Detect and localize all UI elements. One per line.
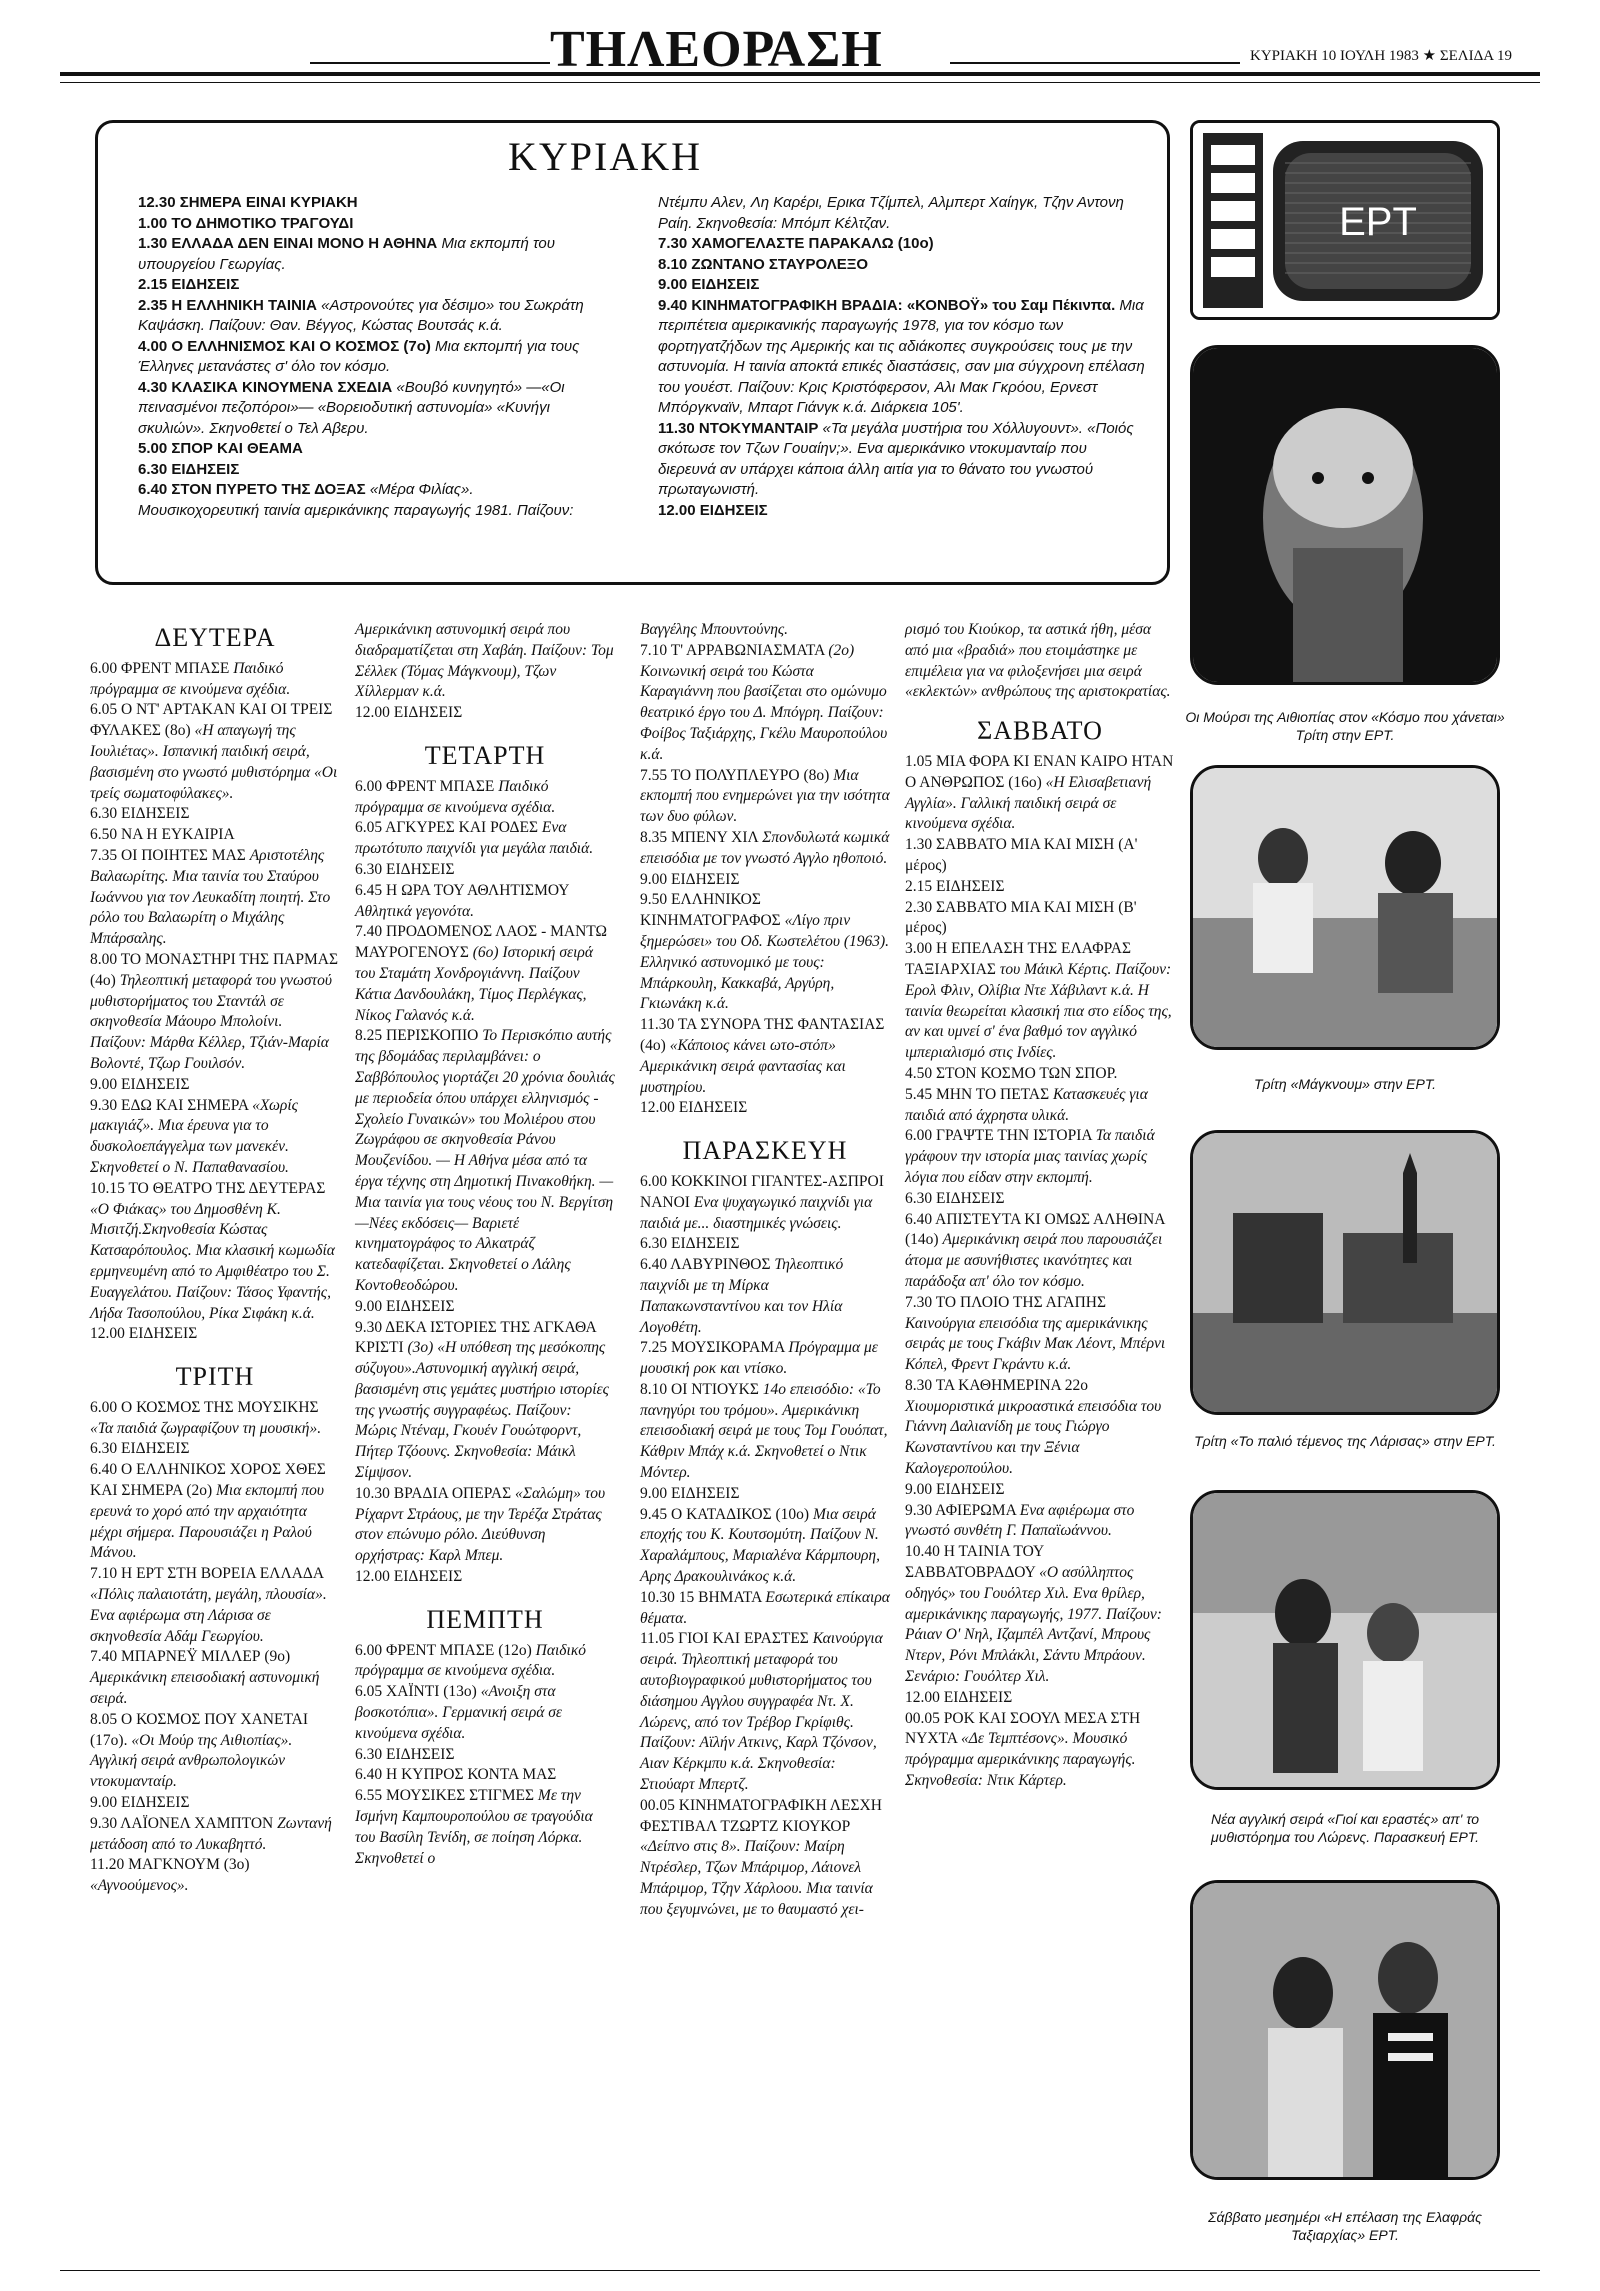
program-description: Μια εκπομπή για τους Έλληνες μετανάστες σ' όλο τον κόσμο. bbox=[138, 337, 580, 375]
program-entry bbox=[90, 659, 340, 701]
program-title: 6.00 ΓΡΑΨΤΕ ΤΗΝ ΙΣΤΟΡΙΑ bbox=[905, 1127, 1092, 1145]
program-title: 12.00 ΕΙΔΗΣΕΙΣ bbox=[905, 1688, 1013, 1706]
program-entry bbox=[355, 1641, 615, 1683]
program-entry bbox=[640, 1098, 890, 1119]
program-description: Παιδικό πρόγραμμα σε κινούμενα σχέδια. bbox=[355, 1641, 587, 1680]
program-description: «Ο ασύλληπτος οδηγός» του Γουόλτερ Χιλ. Ενα θρίλερ, αμερικάνικης παραγωγής, 1977. Παίζουν: Ράιαν Ο' Νηλ, Ιζαμπέλ Αντζανί, Μπρους Ντερν, Ρόνι Μπλάκλι, Σάντυ Μπράουν. Σενάριο: Γουόλτερ Χιλ. bbox=[905, 1564, 1162, 1686]
program-title: 7.35 ΟΙ ΠΟΙΗΤΕΣ ΜΑΣ bbox=[90, 846, 246, 864]
program-entry bbox=[90, 1324, 340, 1345]
program-description: Αμερικάνικη επεισοδιακή αστυνομική σειρά. bbox=[90, 1669, 320, 1708]
program-entry bbox=[640, 890, 890, 1015]
program-entry bbox=[640, 1172, 890, 1234]
program-title: 00.05 ΡΟΚ ΚΑΙ ΣΟΟΥΛ ΜΕΣΑ ΣΤΗ ΝΥΧΤΑ bbox=[905, 1709, 1141, 1748]
program-description: «Βουβό κυνηγητό» —«Οι πεινασμένοι πεζοπόροι»— «Βορειοδυτική αστυνομία» «Κυνήγι σκυλιών». Σκηνοθετεί ο Τελ Αβερυ. bbox=[138, 378, 565, 437]
sunday-column-right bbox=[658, 193, 1148, 521]
program-entry bbox=[658, 419, 1148, 501]
program-title: 12.00 ΕΙΔΗΣΕΙΣ bbox=[640, 1099, 748, 1117]
program-entry bbox=[90, 1096, 340, 1179]
program-title: 9.00 ΕΙΔΗΣΕΙΣ bbox=[658, 276, 760, 293]
program-description: Εσωτερικά επίκαιρα θέματα. bbox=[640, 1588, 890, 1627]
program-title: 3.00 Η ΕΠΕΛΑΣΗ ΤΗΣ ΕΛΑΦΡΑΣ ΤΑΞΙΑΡΧΙΑΣ bbox=[905, 940, 1132, 978]
day-tuesday: ΤΡΙΤΗ bbox=[175, 1362, 255, 1392]
program-entry bbox=[905, 1210, 1175, 1293]
program-title: 9.45 Ο ΚΑΤΑΔΙΚΟΣ (10ο) bbox=[640, 1505, 810, 1523]
program-description: Αμερικάνικη αστυνομική σειρά που διαδραματίζεται στη Χαβάη. Παίζουν: Τομ Σέλλεκ (Τόμας Μάγκνουμ), Τζων Χίλλερμαν κ.ά. bbox=[355, 621, 614, 701]
photo-portrait-icon bbox=[1193, 348, 1497, 682]
program-description: «Πόλις παλαιοτάτη, μεγάλη, πλουσία». Ενα αφιέρωμα στη Λάρισα σε σκηνοθεσία Αδάμ Γεωργίου. bbox=[90, 1586, 327, 1645]
program-entry bbox=[640, 620, 890, 641]
program-entry bbox=[640, 870, 890, 891]
program-entry bbox=[640, 1338, 890, 1380]
program-entry bbox=[640, 1234, 890, 1255]
column-4 bbox=[905, 620, 1175, 1792]
program-entry bbox=[138, 275, 588, 296]
program-title: 6.30 ΕΙΔΗΣΕΙΣ bbox=[138, 460, 240, 478]
program-title: 4.30 ΚΛΑΣΙΚΑ ΚΙΝΟΥΜΕΝΑ ΣΧΕΔΙΑ bbox=[138, 378, 393, 396]
program-description: Μια εκπομπή που ερευνά το χορό από την αρχαιότητα μέχρι σήμερα. Παρουσιάζει η Ραλού Μάνου. bbox=[90, 1482, 325, 1562]
program-title: 10.15 ΤΟ ΘΕΑΤΡΟ ΤΗΣ ΔΕΥΤΕΡΑΣ bbox=[90, 1179, 326, 1197]
program-title: 6.00 Ο ΚΟΣΜΟΣ ΤΗΣ ΜΟΥΣΙΚΗΣ bbox=[90, 1398, 319, 1416]
program-entry bbox=[640, 641, 890, 766]
program-entry bbox=[905, 939, 1175, 1064]
program-entry bbox=[138, 439, 588, 460]
caption-1: Οι Μούρσι της Αιθιοπίας στον «Κόσμο που χάνεται» Τρίτη στην ΕΡΤ. bbox=[1185, 709, 1505, 743]
program-title: 7.55 ΤΟ ΠΟΛΥΠΛΕΥΡΟ (8ο) bbox=[640, 766, 830, 784]
program-title: 1.00 ΤΟ ΔΗΜΟΤΙΚΟ ΤΡΑΓΟΥΔΙ bbox=[138, 214, 354, 232]
photo-sons-lovers-icon bbox=[1193, 1493, 1497, 1787]
dateline: ΚΥΡΙΑΚΗ 10 ΙΟΥΛΗ 1983 ★ ΣΕΛΙΔΑ 19 bbox=[1250, 48, 1513, 64]
program-entry bbox=[905, 752, 1175, 835]
ert-tv-logo bbox=[1190, 120, 1500, 320]
program-title: 9.40 ΚΙΝΗΜΑΤΟΓΡΑΦΙΚΗ ΒΡΑΔΙΑ: «ΚΟΝΒΟΫ» του Σαμ Πέκινπα. bbox=[658, 296, 1116, 314]
program-description: Ενα αφιέρωμα στο γνωστό συνθέτη Γ. Παπαϊωάννου. bbox=[905, 1501, 1135, 1540]
program-description: Το Περισκόπιο αυτής της βδομάδας περιλαμβάνει: ο Σαββόπουλος γιορτάζει 20 χρόνια δουλιάς με περιοδεία όπου υπάρχει ελληνισμός - Σχολείο Γυναικών» του Μολιέρου στου Ζωγράφου σε σκηνοθεσία Ράνου Μουζενίδου. — Η Αθήνα μέσα από τα έργα τέχνης στη Δημοτική Πινακοθήκη. — Μια ταινία για τους νέους του Ν. Βεργίτση —Νέες εκδόσεις— Βαριετέ κινηματογράφος το Αλκατράζ κατεδαφίζεται. Σκηνοθετεί ο Λάλης Κοντοθεοδώρου. bbox=[355, 1027, 615, 1294]
program-entry bbox=[355, 1318, 615, 1484]
program-description: «Δείπνο στις 8». Παίζουν: Μαίρη Ντρέσλερ, Τζων Μπάριμορ, Λάιονελ Μπάριμορ, Τζην Χάρλοου. Μια ταινία που ξεγυμνώνει, με το θαυμαστό χει- bbox=[640, 1838, 873, 1918]
program-description: «Χωρίς μακιγιάζ». Μια έρευνα για το δυσκολοεπάγγελμα των μανεκέν. Σκηνοθετεί ο Ν. Παπαθανασίου. bbox=[90, 1096, 298, 1176]
program-title: 9.30 ΛΑΪΟΝΕΛ ΧΑΜΠΤΟΝ bbox=[90, 1814, 274, 1832]
program-title: 8.10 ΖΩΝΤΑΝΟ ΣΤΑΥΡΟΛΕΞΟ bbox=[658, 255, 869, 273]
program-entry bbox=[355, 1567, 615, 1588]
program-title: 8.05 Ο ΚΟΣΜΟΣ ΠΟΥ ΧΑΝΕΤΑΙ (17ο). bbox=[90, 1710, 309, 1749]
program-title: 10.40 Η ΤΑΙΝΙΑ ΤΟΥ ΣΑΒΒΑΤΟΒΡΑΔΟΥ bbox=[905, 1543, 1044, 1582]
program-entry bbox=[905, 1709, 1175, 1792]
program-description: Καινούργια επεισόδια της αμερικάνικης σειράς με τους Γκάβιν Μακ Λέοντ, Μπέρνι Κόπελ, Φρεντ Γκράντυ κ.ά. bbox=[905, 1314, 1166, 1374]
program-title: 6.30 ΕΙΔΗΣΕΙΣ bbox=[640, 1235, 740, 1253]
program-entry bbox=[905, 835, 1175, 877]
program-entry bbox=[355, 1026, 615, 1296]
program-title: 8.10 ΟΙ ΝΤΙΟΥΚΣ bbox=[640, 1380, 759, 1398]
footer-rule bbox=[60, 2270, 1540, 2271]
program-title: 9.30 ΕΔΩ ΚΑΙ ΣΗΜΕΡΑ bbox=[90, 1096, 249, 1114]
program-entry bbox=[658, 193, 1148, 234]
program-entry bbox=[640, 1484, 890, 1505]
program-title: 6.00 ΦΡΕΝΤ ΜΠΑΣΕ bbox=[355, 777, 495, 795]
caption-4: Νέα αγγλική σειρά «Γιοί και εραστές» απ' το μυθιστόρημα του Λώρενς. Παρασκευή ΕΡΤ. bbox=[1210, 1811, 1480, 1845]
program-entry bbox=[658, 275, 1148, 296]
program-description: «Τα παιδιά ζωγραφίζουν τη μουσική». bbox=[90, 1419, 322, 1437]
program-entry bbox=[90, 1855, 340, 1897]
program-entry bbox=[658, 501, 1148, 522]
program-title: 6.00 ΚΟΚΚΙΝΟΙ ΓΙΓΑΝΤΕΣ-ΑΣΠΡΟΙ ΝΑΝΟΙ bbox=[640, 1172, 884, 1211]
program-title: 9.00 ΕΙΔΗΣΕΙΣ bbox=[90, 1075, 190, 1093]
program-entry bbox=[640, 766, 890, 828]
program-description: Κατασκευές για παιδιά από άχρηστα υλικά. bbox=[905, 1085, 1148, 1124]
photo-frame-1 bbox=[1190, 345, 1500, 685]
program-description: Μια σειρά εποχής του Κ. Κουτσομύτη. Παίζουν Ν. Χαραλάμπους, Μαριαλένα Κάρμπουρη, Αρης Δρακουλινάκος κ.ά. bbox=[640, 1505, 881, 1586]
program-description: (6ο) Ιστορική σειρά του Σταμάτη Χονδρογιάννη. Παίζουν Κάτια Δανδουλάκη, Τίμος Περλέγκας, Νίκος Γαλανός κ.ά. bbox=[355, 944, 593, 1024]
program-description: Βαγγέλης Μπουντούνης. bbox=[640, 621, 789, 638]
program-entry bbox=[90, 825, 340, 846]
program-entry bbox=[355, 881, 615, 923]
program-title: 9.50 ΕΛΛΗΝΙΚΟΣ ΚΙΝΗΜΑΤΟΓΡΑΦΟΣ bbox=[640, 891, 781, 930]
program-description: «Ανοιξη στα βοσκοτόπια». Γερμανική σειρά σε κινούμενα σχέδια. bbox=[355, 1683, 563, 1742]
program-title: 6.30 ΕΙΔΗΣΕΙΣ bbox=[905, 1189, 1005, 1207]
program-title: 7.25 ΜΟΥΣΙΚΟΡΑΜΑ bbox=[640, 1339, 785, 1357]
sunday-column-left bbox=[138, 193, 588, 521]
caption-5: Σάββατο μεσημέρι «Η επέλαση της Ελαφράς Ταξιαρχίας» ΕΡΤ. bbox=[1208, 2209, 1482, 2243]
program-title: 6.30 ΕΙΔΗΣΕΙΣ bbox=[355, 1745, 455, 1763]
program-description: ρισμό του Κιούκορ, τα αστικά ήθη, μέσα από μια «βραδιά» που ετοιμάστηκε με επιμέλεια για να φιλοξενήσει μια σειρά «εκλεκτών» ανθρώπους της αριστοκρατίας. bbox=[905, 621, 1171, 701]
program-entry bbox=[138, 214, 588, 235]
program-entry bbox=[90, 1647, 340, 1709]
program-description: Πρόγραμμα με μουσική ροκ και ντίσκο. bbox=[640, 1339, 878, 1378]
program-entry bbox=[905, 1501, 1175, 1543]
program-entry bbox=[905, 1189, 1175, 1210]
program-description: «Κάποιος κάνει ωτο-στόπ» Αμερικάνικη σειρά φαντασίας και μυστηρίου. bbox=[640, 1036, 846, 1096]
column-3 bbox=[640, 620, 890, 1921]
program-entry bbox=[905, 1126, 1175, 1188]
program-title: 6.05 Ο ΝΤ' ΑΡΤΑΚΑΝ ΚΑΙ ΟΙ ΤΡΕΙΣ ΦΥΛΑΚΕΣ (8ο) bbox=[90, 701, 333, 740]
program-entry bbox=[90, 1710, 340, 1793]
program-description: Παιδικό πρόγραμμα σε κινούμενα σχέδια. bbox=[355, 777, 556, 816]
program-entry bbox=[905, 1542, 1175, 1688]
program-title: 2.35 Η ΕΛΛΗΝΙΚΗ ΤΑΙΝΙΑ bbox=[138, 296, 317, 314]
program-title: 11.30 ΤΑ ΣΥΝΟΡΑ ΤΗΣ ΦΑΝΤΑΣΙΑΣ (4ο) bbox=[640, 1016, 885, 1054]
program-title: 9.00 ΕΙΔΗΣΕΙΣ bbox=[640, 870, 740, 888]
program-entry bbox=[355, 1682, 615, 1744]
program-description: Τα παιδιά γράφουν την ιστορία μιας ταινίας χωρίς λόγια που είδαν στην εκπομπή. bbox=[905, 1127, 1155, 1186]
program-title: 6.30 ΕΙΔΗΣΕΙΣ bbox=[355, 860, 455, 878]
program-entry bbox=[905, 1293, 1175, 1376]
program-entry bbox=[355, 922, 615, 1026]
program-entry bbox=[138, 480, 588, 521]
program-title: 12.00 ΕΙΔΗΣΕΙΣ bbox=[658, 501, 768, 519]
program-title: 8.30 ΤΑ ΚΑΘΗΜΕΡΙΝΑ 22ο bbox=[905, 1376, 1088, 1394]
program-title: 12.30 ΣΗΜΕΡΑ ΕΙΝΑΙ ΚΥΡΙΑΚΗ bbox=[138, 194, 358, 211]
program-title: 6.40 Η ΚΥΠΡΟΣ ΚΟΝΤΑ ΜΑΣ bbox=[355, 1766, 557, 1784]
program-description: Χιουμοριστικά μικροαστικά επεισόδια του Γιάννη Δαλιανίδη με τους Γιώργο Κωνσταντίνου και την Ξένια Καλογεροπούλου. bbox=[905, 1397, 1162, 1478]
program-description: «Η Ελισαβετιανή Αγγλία». Γαλλική παιδική σειρά σε κινούμενα σχέδια. bbox=[905, 773, 1152, 833]
photo-magnum-icon bbox=[1193, 768, 1497, 1047]
photo-mosque-icon bbox=[1193, 1133, 1497, 1412]
program-title: 2.15 ΕΙΔΗΣΕΙΣ bbox=[905, 877, 1005, 895]
caption-2: Τρίτη «Μάγκνουμ» στην ΕΡΤ. bbox=[1253, 1076, 1437, 1092]
photo-light-brigade-icon bbox=[1193, 1883, 1497, 2177]
program-title: 11.20 ΜΑΓΚΝΟΥΜ (3ο) bbox=[90, 1856, 250, 1874]
program-description: Μια εκπομπή που ενημερώνει για την ισότητα των δυο φύλων. bbox=[640, 766, 890, 826]
program-entry bbox=[640, 1380, 890, 1484]
program-title: 6.40 ΣΤΟΝ ΠΥΡΕΤΟ ΤΗΣ ΔΟΞΑΣ bbox=[138, 481, 366, 498]
program-title: 12.00 ΕΙΔΗΣΕΙΣ bbox=[90, 1325, 198, 1343]
program-entry bbox=[355, 1745, 615, 1766]
caption-3: Τρίτη «Το παλιό τέμενος της Λάρισας» στην ΕΡΤ. bbox=[1194, 1433, 1496, 1449]
program-title: 4.50 ΣΤΟΝ ΚΟΣΜΟ ΤΩΝ ΣΠΟΡ. bbox=[905, 1064, 1118, 1082]
program-title: 5.00 ΣΠΟΡ ΚΑΙ ΘΕΑΜΑ bbox=[138, 440, 303, 457]
program-entry bbox=[90, 1179, 340, 1325]
program-title: 4.00 Ο ΕΛΛΗΝΙΣΜΟΣ ΚΑΙ Ο ΚΟΣΜΟΣ (7ο) bbox=[138, 337, 431, 355]
program-description: (2ο) Κοινωνική σειρά του Κώστα Καραγιάννη που βασίζεται στο ομώνυμο θεατρικό έργο του Δ. Μπόγρη. Παίζουν: Φοίβος Ταξιάρχης, Γκέλυ Μαυροπούλου κ.ά. bbox=[640, 641, 888, 763]
program-entry bbox=[138, 234, 588, 275]
program-entry bbox=[138, 296, 588, 337]
program-title: 6.05 ΑΓΚΥΡΕΣ ΚΑΙ ΡΟΔΕΣ bbox=[355, 819, 538, 837]
program-title: 10.30 15 ΒΗΜΑΤΑ bbox=[640, 1588, 762, 1606]
column-1 bbox=[90, 620, 340, 1897]
program-description: Σπονδυλωτά κωμικά επεισόδια με τον γνωστό Αγγλο ηθοποιό. bbox=[640, 828, 890, 867]
program-title: 6.00 ΦΡΕΝΤ ΜΠΑΣΕ bbox=[90, 659, 230, 677]
program-title: 6.55 ΜΟΥΣΙΚΕΣ ΣΤΙΓΜΕΣ bbox=[355, 1787, 535, 1805]
masthead-rule-left bbox=[310, 62, 550, 64]
program-entry bbox=[905, 877, 1175, 898]
program-title: 2.15 ΕΙΔΗΣΕΙΣ bbox=[138, 276, 240, 293]
program-entry bbox=[355, 620, 615, 703]
program-title: 7.40 ΜΠΑΡΝΕΫ ΜΙΛΛΕΡ (9ο) bbox=[90, 1648, 291, 1666]
program-description: Μια περιπέτεια αμερικανικής παραγωγής 1978, για τον κόσμο των φορτηγατζήδων της Αμερικής και τις αδιάκοπες συγκρούσεις τους με την αστυνομία. Η ταινία αποκτά επικές διαστάσεις, σαν μια σύγχρονη επέλαση του γουέστ. Παίζουν: Κρις Κριστόφερσον, Αλι Μακ Γκρόου, Ερνεστ Μπόργκναϊν, Μπαρτ Γιάνγκ κ.ά. Διάρκεια 105'. bbox=[658, 296, 1145, 416]
program-entry bbox=[905, 898, 1175, 940]
program-title: 12.00 ΕΙΔΗΣΕΙΣ bbox=[355, 1568, 463, 1586]
program-title: 6.30 ΕΙΔΗΣΕΙΣ bbox=[90, 1440, 190, 1458]
program-entry bbox=[905, 1085, 1175, 1127]
program-title: 9.30 ΑΦΙΕΡΩΜΑ bbox=[905, 1501, 1016, 1519]
program-title: 9.00 ΕΙΔΗΣΕΙΣ bbox=[640, 1484, 740, 1502]
program-title: 00.05 ΚΙΝΗΜΑΤΟΓΡΑΦΙΚΗ ΛΕΣΧΗ ΦΕΣΤΙΒΑΛ ΤΖΩΡΤΖ ΚΙΟΥΚΟΡ bbox=[640, 1796, 882, 1835]
program-description: «Μέρα Φιλίας». Μουσικοχορευτική ταινία αμερικάνικης παραγωγής 1981. Παίζουν: bbox=[138, 481, 574, 519]
program-description: Ζωντανή μετάδοση από το Λυκαβηττό. bbox=[90, 1814, 332, 1853]
program-entry bbox=[90, 950, 340, 1075]
program-description: του Μάικλ Κέρτις. Παίζουν: Ερολ Φλιν, Ολίβια Ντε Χάβιλαντ κ.ά. Η ταινία θεωρείται κλασική πια στο είδος της, αν και υμνεί σ' ένα βαθμό τον αγγλικό ιμπεριαλισμό στις Ινδίες. bbox=[905, 960, 1172, 1062]
program-entry bbox=[640, 1015, 890, 1098]
program-entry bbox=[640, 1255, 890, 1338]
program-title: 6.05 ΧΑΪΝΤΙ (13ο) bbox=[355, 1683, 477, 1701]
program-title: 6.40 Ο ΕΛΛΗΝΙΚΟΣ ΧΟΡΟΣ ΧΘΕΣ ΚΑΙ ΣΗΜΕΡΑ (2ο) bbox=[90, 1461, 326, 1500]
program-title: 6.50 ΝΑ Η ΕΥΚΑΙΡΙΑ bbox=[90, 826, 235, 844]
program-entry bbox=[90, 700, 340, 804]
program-title: 7.10 Τ' ΑΡΡΑΒΩΝΙΑΣΜΑΤΑ bbox=[640, 641, 825, 659]
program-entry bbox=[355, 777, 615, 819]
photo-frame-5 bbox=[1190, 1880, 1500, 2180]
program-description: Με την Ισμήνη Καμπουροπούλου σε τραγούδια του Βασίλη Τενίδη, σε ποίηση Λόρκα. Σκηνοθετεί ο bbox=[355, 1787, 593, 1867]
program-title: 6.30 ΕΙΔΗΣΕΙΣ bbox=[90, 805, 190, 823]
day-monday: ΔΕΥΤΕΡΑ bbox=[154, 623, 276, 652]
program-title: 5.45 ΜΗΝ ΤΟ ΠΕΤΑΣ bbox=[905, 1085, 1050, 1103]
program-entry bbox=[90, 846, 340, 950]
program-description: «Λίγο πριν ξημερώσει» του Οδ. Κωστελέτου (1963). Ελληνικό αστυνομικό με τους: Μπάρκουλη, Κακκαβά, Αργύρη, Γκιωνάκη κ.ά. bbox=[640, 912, 890, 1013]
program-title: 6.00 ΦΡΕΝΤ ΜΠΑΣΕ (12ο) bbox=[355, 1641, 532, 1659]
program-entry bbox=[355, 1765, 615, 1786]
program-title: 1.30 ΣΑΒΒΑΤΟ ΜΙΑ ΚΑΙ ΜΙΣΗ (Α' μέρος) bbox=[905, 836, 1138, 874]
program-entry bbox=[640, 828, 890, 870]
program-entry bbox=[355, 818, 615, 860]
program-title: 11.30 ΝΤΟΚΥΜΑΝΤΑΙΡ bbox=[658, 419, 819, 437]
program-title: 9.30 ΔΕΚΑ ΙΣΤΟΡΙΕΣ ΤΗΣ ΑΓΚΑΘΑ ΚΡΙΣΤΙ bbox=[355, 1318, 596, 1357]
photo-frame-4 bbox=[1190, 1490, 1500, 1790]
program-description: Μια εκπομπή του υπουργείου Γεωργίας. bbox=[138, 235, 556, 273]
program-entry bbox=[90, 1075, 340, 1096]
program-title: 2.30 ΣΑΒΒΑΤΟ ΜΙΑ ΚΑΙ ΜΙΣΗ (Β' μέρος) bbox=[905, 898, 1137, 937]
program-title: 9.00 ΕΙΔΗΣΕΙΣ bbox=[905, 1480, 1005, 1498]
program-entry bbox=[90, 1793, 340, 1814]
top-rule-thin bbox=[60, 82, 1540, 83]
program-description: Παιδικό πρόγραμμα σε κινούμενα σχέδια. bbox=[90, 659, 291, 698]
program-description: Αθλητικά γεγονότα. bbox=[355, 902, 475, 920]
program-description: Αριστοτέλης Βαλαωρίτης. Μια ταινία του Σταύρου Ιωάννου για τον Λευκαδίτη ποιητή. Στο ρόλο του Βαλαωρίτη ο Μιχάλης Μπάρσαλης. bbox=[90, 846, 331, 948]
program-entry bbox=[640, 1505, 890, 1588]
program-entry bbox=[658, 255, 1148, 276]
program-entry bbox=[640, 1588, 890, 1630]
day-friday: ΠΑΡΑΣΚΕΥΗ bbox=[682, 1136, 848, 1166]
program-entry bbox=[658, 296, 1148, 419]
program-description: «Αγνοούμενος». bbox=[90, 1877, 189, 1895]
photo-frame-3 bbox=[1190, 1130, 1500, 1415]
program-description: Τηλεοπτικό παιχνίδι με τη Μίρκα Παπακωνσταντίνου και τον Ηλία Λογοθέτη. bbox=[640, 1256, 844, 1336]
top-rule bbox=[60, 72, 1540, 76]
program-title: 12.00 ΕΙΔΗΣΕΙΣ bbox=[355, 704, 463, 722]
day-thursday: ΠΕΜΠΤΗ bbox=[426, 1604, 544, 1634]
photo-frame-2 bbox=[1190, 765, 1500, 1050]
program-entry bbox=[355, 860, 615, 881]
program-description: «Δε Τεμπτέσονς». Μουσικό πρόγραμμα αμερικάνικης παραγωγής. Σκηνοθεσία: Ντικ Κάρτερ. bbox=[905, 1730, 1136, 1790]
program-entry bbox=[355, 1297, 615, 1318]
program-entry bbox=[355, 703, 615, 724]
program-title: 8.25 ΠΕΡΙΣΚΟΠΙΟ bbox=[355, 1027, 479, 1045]
program-entry bbox=[905, 1064, 1175, 1085]
page-title: ΤΗΛΕΟΡΑΣΗ bbox=[550, 21, 883, 78]
program-entry bbox=[355, 1484, 615, 1567]
program-description: 14ο επεισόδιο: «Το πανηγύρι του τρόμου». Αμερικάνικη επεισοδιακή σειρά με τους Τομ Γουόπατ, Κάθριν Μπάχ κ.ά. Σκηνοθετεί ο Ντικ Μόντερ. bbox=[640, 1380, 888, 1482]
program-description: «Οι Μούρ της Αιθιοπίας». Αγγλική σειρά ανθρωπολογικών ντοκυμανταίρ. bbox=[90, 1731, 293, 1791]
program-title: 1.05 ΜΙΑ ΦΟΡΑ ΚΙ ΕΝΑΝ ΚΑΙΡΟ ΗΤΑΝ Ο ΑΝΘΡΩΠΟΣ (16ο) bbox=[905, 752, 1174, 791]
program-title: 7.30 ΧΑΜΟΓΕΛΑΣΤΕ ΠΑΡΑΚΑΛΩ (10ο) bbox=[658, 235, 934, 252]
program-title: 6.40 ΑΠΙΣΤΕΥΤΑ ΚΙ ΟΜΩΣ ΑΛΗΘΙΝΑ (14ο) bbox=[905, 1210, 1165, 1249]
program-description: Καινούργια σειρά. Τηλεοπτική μεταφορά του αυτοβιογραφικού μυθιστορήματος του διάσημου Αγγλου συγγραφέα Ντ. Χ. Λώρενς, από τον Τρέβορ Γκρίφιθς. Παίζουν: Αϊλήν Ατκινς, Καρλ Τζόνσον, Αιαν Κέρκμπυ κ.ά. Σκηνοθεσία: Στιούαρτ Μπερτζ. bbox=[640, 1630, 883, 1794]
program-title: 7.40 ΠΡΟΔΟΜΕΝΟΣ ΛΑΟΣ - ΜΑΝΤΩ ΜΑΥΡΟΓΕΝΟΥΣ bbox=[355, 923, 607, 962]
program-title: 6.40 ΛΑΒΥΡΙΝΘΟΣ bbox=[640, 1256, 771, 1274]
program-title: 8.35 ΜΠΕΝΥ ΧΙΛ bbox=[640, 828, 759, 846]
program-entry bbox=[905, 1480, 1175, 1501]
program-title: 7.30 ΤΟ ΠΛΟΙΟ ΤΗΣ ΑΓΑΠΗΣ bbox=[905, 1293, 1106, 1311]
program-title: 8.00 ΤΟ ΜΟΝΑΣΤΗΡΙ ΤΗΣ ΠΑΡΜΑΣ (4ο) bbox=[90, 950, 338, 989]
program-description: (3ο) «Η υπόθεση της μεσόκοπης σύζυγου».Αστυνομική αγγλική σειρά, βασισμένη στις γεμάτες μυστήριο ιστορίες της γνωστής συγγραφέως. Παίζουν: Μώρις Ντέναμ, Γκουέν Γουώτφορντ, Πήτερ Τζόουνς. Σκηνοθεσία: Μάικλ Σίμψσον. bbox=[355, 1339, 609, 1482]
program-entry bbox=[640, 1629, 890, 1795]
day-saturday: ΣΑΒΒΑΤΟ bbox=[977, 716, 1103, 746]
column-2 bbox=[355, 620, 615, 1869]
sunday-title: ΚΥΡΙΑΚΗ bbox=[508, 134, 702, 179]
program-entry bbox=[355, 1786, 615, 1869]
program-description: Ενα ψυχαγωγικό παιχνίδι για παιδιά με... διαστημικές γνώσεις. bbox=[640, 1193, 873, 1232]
program-title: 10.30 ΒΡΑΔΙΑ ΟΠΕΡΑΣ bbox=[355, 1484, 512, 1502]
program-description: Αμερικάνικη σειρά που παρουσιάζει άτομα με ασυνήθιστες ικανότητες και παράδοξα απ' όλο τον κόσμο. bbox=[905, 1231, 1163, 1290]
program-description: «Αστρονούτες για δέσιμο» του Σωκράτη Καψάσκη. Παίζουν: Θαν. Βέγγος, Κώστας Βουτσάς κ.ά. bbox=[138, 296, 584, 334]
program-entry bbox=[90, 1460, 340, 1564]
program-entry bbox=[138, 337, 588, 378]
masthead bbox=[60, 20, 1540, 80]
program-entry bbox=[90, 804, 340, 825]
program-entry bbox=[905, 1376, 1175, 1480]
sunday-box bbox=[95, 120, 1170, 585]
program-title: 9.00 ΕΙΔΗΣΕΙΣ bbox=[90, 1794, 190, 1812]
program-entry bbox=[138, 460, 588, 481]
program-entry bbox=[138, 378, 588, 440]
program-title: 7.10 Η ΕΡΤ ΣΤΗ ΒΟΡΕΙΑ ΕΛΛΑΔΑ bbox=[90, 1565, 324, 1583]
program-entry bbox=[138, 193, 588, 214]
program-entry bbox=[90, 1814, 340, 1856]
program-entry bbox=[658, 234, 1148, 255]
program-description: Τηλεοπτική μεταφορά του γνωστού μυθιστορήματος του Σταντάλ σε σκηνοθεσία Μάουρο Μπολοίνι. Παίζουν: Μάρθα Κέλλερ, Τζιάν-Μαρία Βολοντέ, Τζωρ Γουιλσόν. bbox=[90, 971, 332, 1072]
tv-set-icon bbox=[1193, 123, 1500, 320]
masthead-rule-right bbox=[950, 62, 1240, 64]
program-entry bbox=[90, 1398, 340, 1440]
ert-logo-text: ΕΡΤ bbox=[1339, 200, 1417, 244]
program-entry bbox=[905, 1688, 1175, 1709]
program-description: Ενα πρωτότυπο παιχνίδι για μεγάλα παιδιά. bbox=[355, 819, 594, 858]
program-entry bbox=[90, 1564, 340, 1647]
program-title: 11.05 ΓΙΟΙ ΚΑΙ ΕΡΑΣΤΕΣ bbox=[640, 1630, 809, 1648]
program-title: 9.00 ΕΙΔΗΣΕΙΣ bbox=[355, 1297, 455, 1315]
program-description: «Η απαγωγή της Ιουλιέτας». Ισπανική παιδική σειρά, βασισμένη στο γνωστό μυθιστόρημα «Οι τρείς σωματοφύλακες». bbox=[90, 722, 338, 802]
program-description: «Ο Φιάκας» του Δημοσθένη Κ. Μισιτζή.Σκηνοθεσία Κώστας Κατσαρόπουλος. Μια κλασική κωμωδία ερμηνευμένη από το Αμφιθέατρο του Σ. Ευαγγελάτου. Παίζουν: Τάσος Υφαντής, Λήδα Τασοπούλου, Ρίκα Σιφάκη κ.ά. bbox=[90, 1200, 335, 1322]
program-entry bbox=[90, 1439, 340, 1460]
program-entry bbox=[640, 1796, 890, 1921]
program-title: 6.45 Η ΩΡΑ ΤΟΥ ΑΘΛΗΤΙΣΜΟΥ bbox=[355, 881, 569, 899]
program-description: Ντέμπυ Αλεν, Λη Καρέρι, Ερικα Τζίμπελ, Αλμπερτ Χαίηγκ, Τζην Αντονη Ραίη. Σκηνοθεσία: Μπόμπ Κέλτζαν. bbox=[658, 194, 1124, 232]
program-title: 1.30 ΕΛΛΑΔΑ ΔΕΝ ΕΙΝΑΙ ΜΟΝΟ Η ΑΘΗΝΑ bbox=[138, 235, 438, 252]
day-wednesday: ΤΕΤΑΡΤΗ bbox=[424, 740, 546, 770]
program-description: «Τα μεγάλα μυστήρια του Χόλλυγουντ». «Ποιός σκότωσε τον Τζων Γουαίην;». Ενα αμερικάνικο ντοκυμανταίρ που διερευνά αν υπάρχει κάποια άλλη αιτία για το θάνατο του γνωστού πρωταγωνιστή. bbox=[658, 419, 1134, 498]
program-entry bbox=[905, 620, 1175, 703]
program-description: «Σαλώμη» του Ρίχαρντ Στράους, με την Τερέζα Στράτας στον επώνυμο ρόλο. Διεύθυνση ορχήστρας: Καρλ Μπεμ. bbox=[355, 1484, 606, 1565]
